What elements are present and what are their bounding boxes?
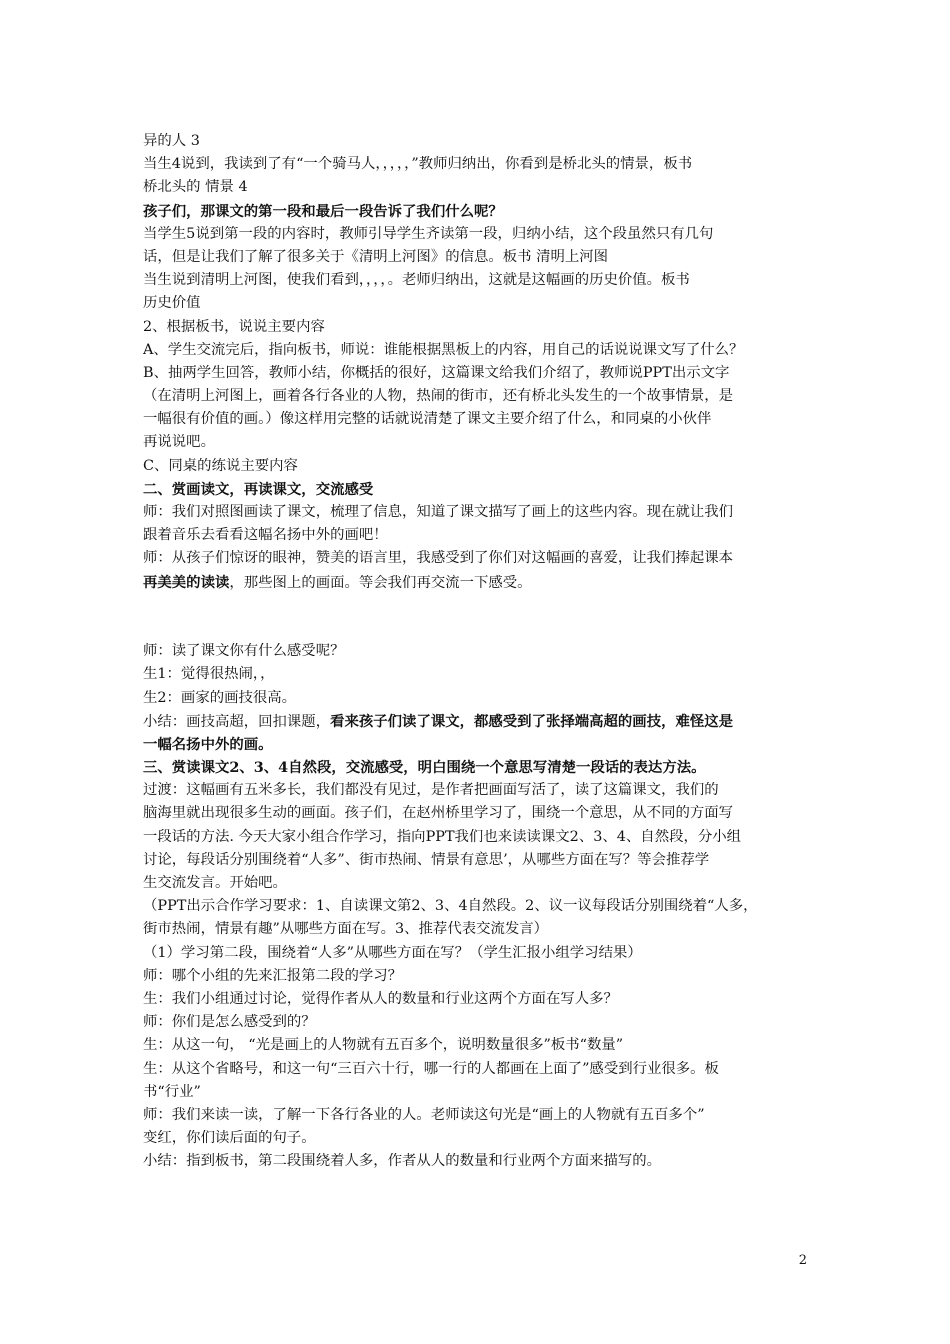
text-line: 生：我们小组通过讨论，觉得作者从人的数量和行业这两个方面在写人多？	[143, 990, 618, 1007]
text-segment: 小结：画技高超，回扣课题，	[143, 713, 331, 730]
text-line: 师：读了课文你有什么感受呢？	[143, 643, 345, 660]
text-line: 一幅名扬中外的画。	[143, 735, 273, 753]
text-line: 一幅很有价值的画。）像这样用完整的话就说清楚了课文主要介绍了什么，和同桌的小伙伴	[143, 411, 712, 428]
text-line: （PPT出示合作学习要求：1、自读课文第2、3、4自然段。2、议一议每段话分别围绕着“人多，	[143, 898, 758, 915]
bold-text-segment: 再美美的读读	[143, 573, 230, 591]
page-number: 2	[798, 1253, 807, 1268]
text-line: （在清明上河图上，画着各行各业的人物，热闹的街市，还有桥北头发生的一个故事情景，是	[143, 388, 734, 405]
text-line: 生1：觉得很热闹，，	[143, 666, 275, 683]
text-line: A、学生交流完后，指向板书，师说：谁能根据黑板上的内容，用自己的话说说课文写了什么？	[143, 341, 744, 358]
text-line: 师：从孩子们惊讶的眼神，赞美的语言里，我感受到了你们对这幅画的喜爱，让我们捧起课本	[143, 550, 734, 567]
text-line: 书“行业”	[143, 1083, 201, 1100]
text-line: （1）学习第二段，围绕着“人多”从哪些方面在写？（学生汇报小组学习结果）	[143, 944, 642, 961]
text-line: 脑海里就出现很多生动的画面。孩子们，在赵州桥里学习了，围绕一个意思，从不同的方面写	[143, 805, 734, 822]
text-line: 话，但是让我们了解了很多关于《清明上河图》的信息。板书 清明上河图	[143, 248, 609, 265]
text-line: 生：从这个省略号，和这一句“三百六十行，哪一行的人都画在上面了”感受到行业很多。板	[143, 1060, 719, 1077]
text-line: 当生4说到，我读到了有“一个骑马人，，，，，”教师归纳出，你看到是桥北头的情景，板书	[143, 156, 693, 173]
text-line: 生：从这一句， “光是画上的人物就有五百多个，说明数量很多”板书“数量”	[143, 1037, 624, 1054]
text-line: 小结：指到板书，第二段围绕着人多，作者从人的数量和行业两个方面来描写的。	[143, 1153, 662, 1170]
text-segment: ，那些图上的画面。等会我们再交流一下感受。	[229, 574, 532, 591]
text-line: 桥北头的 情景 4	[143, 179, 248, 196]
text-line: 讨论，每段话分别围绕着“人多”、街市热闹、情景有意思’，从哪些方面在写？等会推荐学	[143, 851, 710, 868]
text-line: 生2：画家的画技很高。	[143, 689, 297, 706]
text-line: 三、赏读课文2、3、4自然段，交流感受，明白围绕一个意思写清楚一段话的表达方法。	[143, 759, 706, 777]
text-line: 当生说到清明上河图，使我们看到，，，，。老师归纳出，这就是这幅画的历史价值。板书	[143, 272, 690, 289]
document-body	[143, 130, 813, 1173]
text-line: 师：我们来读一读，了解一下各行各业的人。老师读这句光是“画上的人物就有五百多个”	[143, 1106, 705, 1123]
text-line: 2、根据板书，说说主要内容	[143, 318, 325, 335]
text-line	[143, 710, 813, 733]
text-line: C、同桌的练说主要内容	[143, 457, 298, 474]
text-line: 再说说吧。	[143, 434, 215, 451]
bold-text-segment: 看来孩子们读了课文，都感受到了张择端高超的画技，难怪这是	[330, 712, 734, 730]
text-line: 孩子们，那课文的第一段和最后一段告诉了我们什么呢？	[143, 202, 503, 220]
text-line: 当学生5说到第一段的内容时，教师引导学生齐读第一段，归纳小结，这个段虽然只有几句	[143, 225, 714, 242]
text-line: 街市热闹，情景有趣”从哪些方面在写。3、推荐代表交流发言）	[143, 921, 549, 938]
text-line: 历史价值	[143, 295, 201, 312]
text-line: 过渡：这幅画有五米多长，我们都没有见过，是作者把画面写活了，读了这篇课文，我们的	[143, 782, 719, 799]
text-line: 生交流发言。开始吧。	[143, 875, 287, 891]
text-line: 异的人 3	[143, 133, 200, 149]
text-line: 师：我们对照图画读了课文，梳理了信息，知道了课文描写了画上的这些内容。现在就让我们	[143, 504, 734, 520]
text-line: 师：你们是怎么感受到的？	[143, 1014, 316, 1031]
text-line: 一段话的方法. 今天大家小组合作学习，指向PPT我们也来读读课文2、3、4、自然段，分小组	[143, 828, 742, 845]
text-line: B、抽两学生回答，教师小结，你概括的很好，这篇课文给我们介绍了，教师说PPT出示文字	[143, 364, 730, 381]
text-line: 跟着音乐去看看这幅名扬中外的画吧！	[143, 527, 388, 544]
text-line: 变红，你们读后面的句子。	[143, 1130, 316, 1147]
text-line	[143, 571, 813, 594]
text-line: 二、赏画读文，再读课文，交流感受	[143, 480, 374, 498]
text-line: 师：哪个小组的先来汇报第二段的学习？	[143, 967, 403, 984]
blank-line	[143, 617, 813, 640]
blank-line	[143, 594, 813, 617]
